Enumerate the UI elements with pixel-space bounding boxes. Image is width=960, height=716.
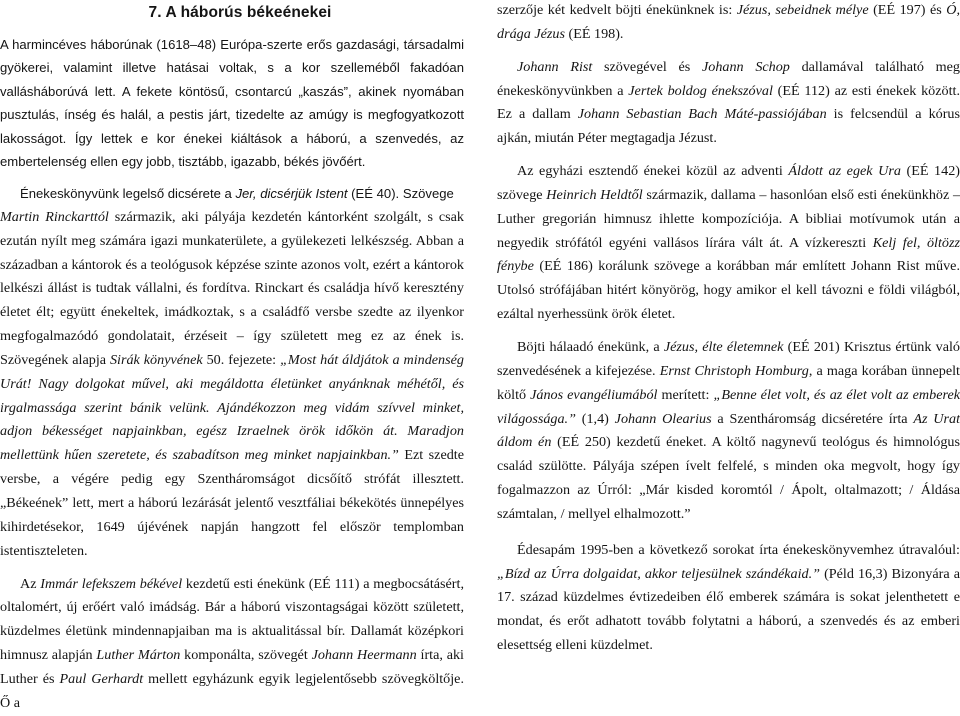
left-column [0, 0, 464, 716]
paragraph-rinckart: Énekeskönyvünk legelső dicsérete a Jer, dicsérjük Istent (EÉ 40). Szövege [20, 186, 454, 202]
paragraph-heermann: Az Immár lefekszem békével kezdetű esti énekünk (EÉ 111) a megbocsátásért, oltalomért, új erőért való imádság. Bár a háború viszontagságai között született, küzdelmes életünk mindennapjaiban ma is aktualitással bír. Dallamát középkori himnusz alapján Luther Márton komponálta, szövegét Johann Heermann írta, aki Luther és Paul Gerhardt mellett egyházunk egyik legjelentősebb szövegköltője. Ő a [0, 575, 464, 711]
intro-paragraph: A harmincéves háborúnak (1618–48) Európa-szerte erős gazdasági, társadalmi gyökerei, valamint illetve hatásai voltak, s a kor szelleméből fakadóan vallásháborúvá lett. A fekete köntösű, csontarcú „kaszás”, akinek nyomában pusztulás, ínség és halál, a pestis járt, tizedelte az amúgy is megfogyatkozott lakosságot. Így lettek e kor énekei kiáltások a háború, a szenvedés, az embertelenség ellen egy jobb, tisztább, igazabb, békés jövőért. [0, 37, 464, 170]
paragraph-rinckart-cont: Martin Rinckarttól származik, aki pályája kezdetén kántorként szolgált, s csak ezután nyílt meg számára igazi munkaterülete, a gyülekezeti lelkészség. Abban a században a kántorok és a teológusok képzése szinte azonos volt, ezért a kántorok lelkészi állást is tudtak vállalni, és fordítva. Rinckart és családja hívő keresztény életet élt; együtt énekeltek, imádkoztak, s a családfő versbe szedte az ilyenkor megfogalmazódó gondolatait, érzéseit – így született meg ez az ének is. Szövegének alapja Sirák könyvének 50. fejezete: „Most hát áldjátok a mindenség Urát! Nagy dolgokat művel, aki megáldotta életünket anyánknak méhétől, és irgalmassága szerint bánik velünk. Ajándékozzon meg vidám szívvel minket, adjon békességet napjainkban, egész Izraelnek örök időkön át. Maradjon mellettünk hűen szeretete, és szabadítson meg minket napjainkban.” Ezt szedte versbe, a végére pedig egy Szentháromságot dicsőítő strófát illesztett. „Békeének” lett, mert a háború lezárását jelentő vesztfáliai békekötés ünnepélyes kihirdetésekor, 1649 újévének napján hangzott fel először templomban istentiszteleten. [0, 208, 464, 559]
paragraph-rist: Johann Rist szövegével és Johann Schop dallamával található meg énekeskönyvünkben a Jertek boldog énekszóval (EÉ 112) az esti énekek között. Ez a dallam Johann Sebastian Bach Máté-passiójában is felcsendül a kórus ajkán, miután Péter megtagadja Jézust. [497, 58, 960, 147]
paragraph-closing: Édesapám 1995-ben a következő sorokat írta énekeskönyvemhez útravalóul: „Bízd az Úrra dolgaidat, akkor teljesülnek szándékaid.” (Péld 16,3) Bizonyára a 17. század küzdelmes évtizedeiben élő emberek számára is sokat jelenthetett e mondat, és erőt adhatott tovább folytatni a háború, a szenvedés és az emberi elesettség elleni küzdelmet. [497, 541, 960, 654]
left-serif-block [0, 206, 464, 716]
right-column [497, 0, 960, 658]
paragraph-heldt: Az egyházi esztendő énekei közül az adventi Áldott az egek Ura (EÉ 142) szövege Heinrich Heldtől származik, dallama – hasonlóan első esti énekünkhöz – Luther gregorián himnusz ihlette kompozíciója. A bibliai motívumok után a negyedik strófától egyéni vallásos lírára vált át. A vízkereszti Kelj fel, öltözz fénybe (EÉ 186) korálunk szövege a korábban már említett Johann Rist műve. Utolsó strófájában hitért könyörög, hogy amikor el kell távozni e földi világból, ezáltal nyerhessünk örök életet. [497, 163, 960, 323]
paragraph-heermann-cont: szerzője két kedvelt böjti énekünknek is: Jézus, sebeidnek mélye (EÉ 197) és Ó, drága Jézus (EÉ 198). [497, 2, 960, 42]
paragraph-homburg: Böjti hálaadó énekünk, a Jézus, élte életemnek (EÉ 201) Krisztus értünk való szenvedésének a kifejezése. Ernst Christoph Homburg, a maga korában ünnepelt költő János evangéliumából merített: „Benne élet volt, és az élet volt az emberek világossága.” (1,4) Johann Olearius a Szentháromság dicséretére írta Az Urat áldom én (EÉ 250) kezdetű éneket. A költő nagynevű teológus és himnológus család szülötte. Pályája szépen ívelt felfelé, s minden oka megvolt, hogy így fogalmazzon az Úrról: „Már kisded koromtól / Ápolt, oltalmazott; / Áldása számtalan, / mellyel elhalmozott.” [497, 338, 960, 522]
section-heading: 7. A háborús békeénekei [148, 4, 332, 21]
